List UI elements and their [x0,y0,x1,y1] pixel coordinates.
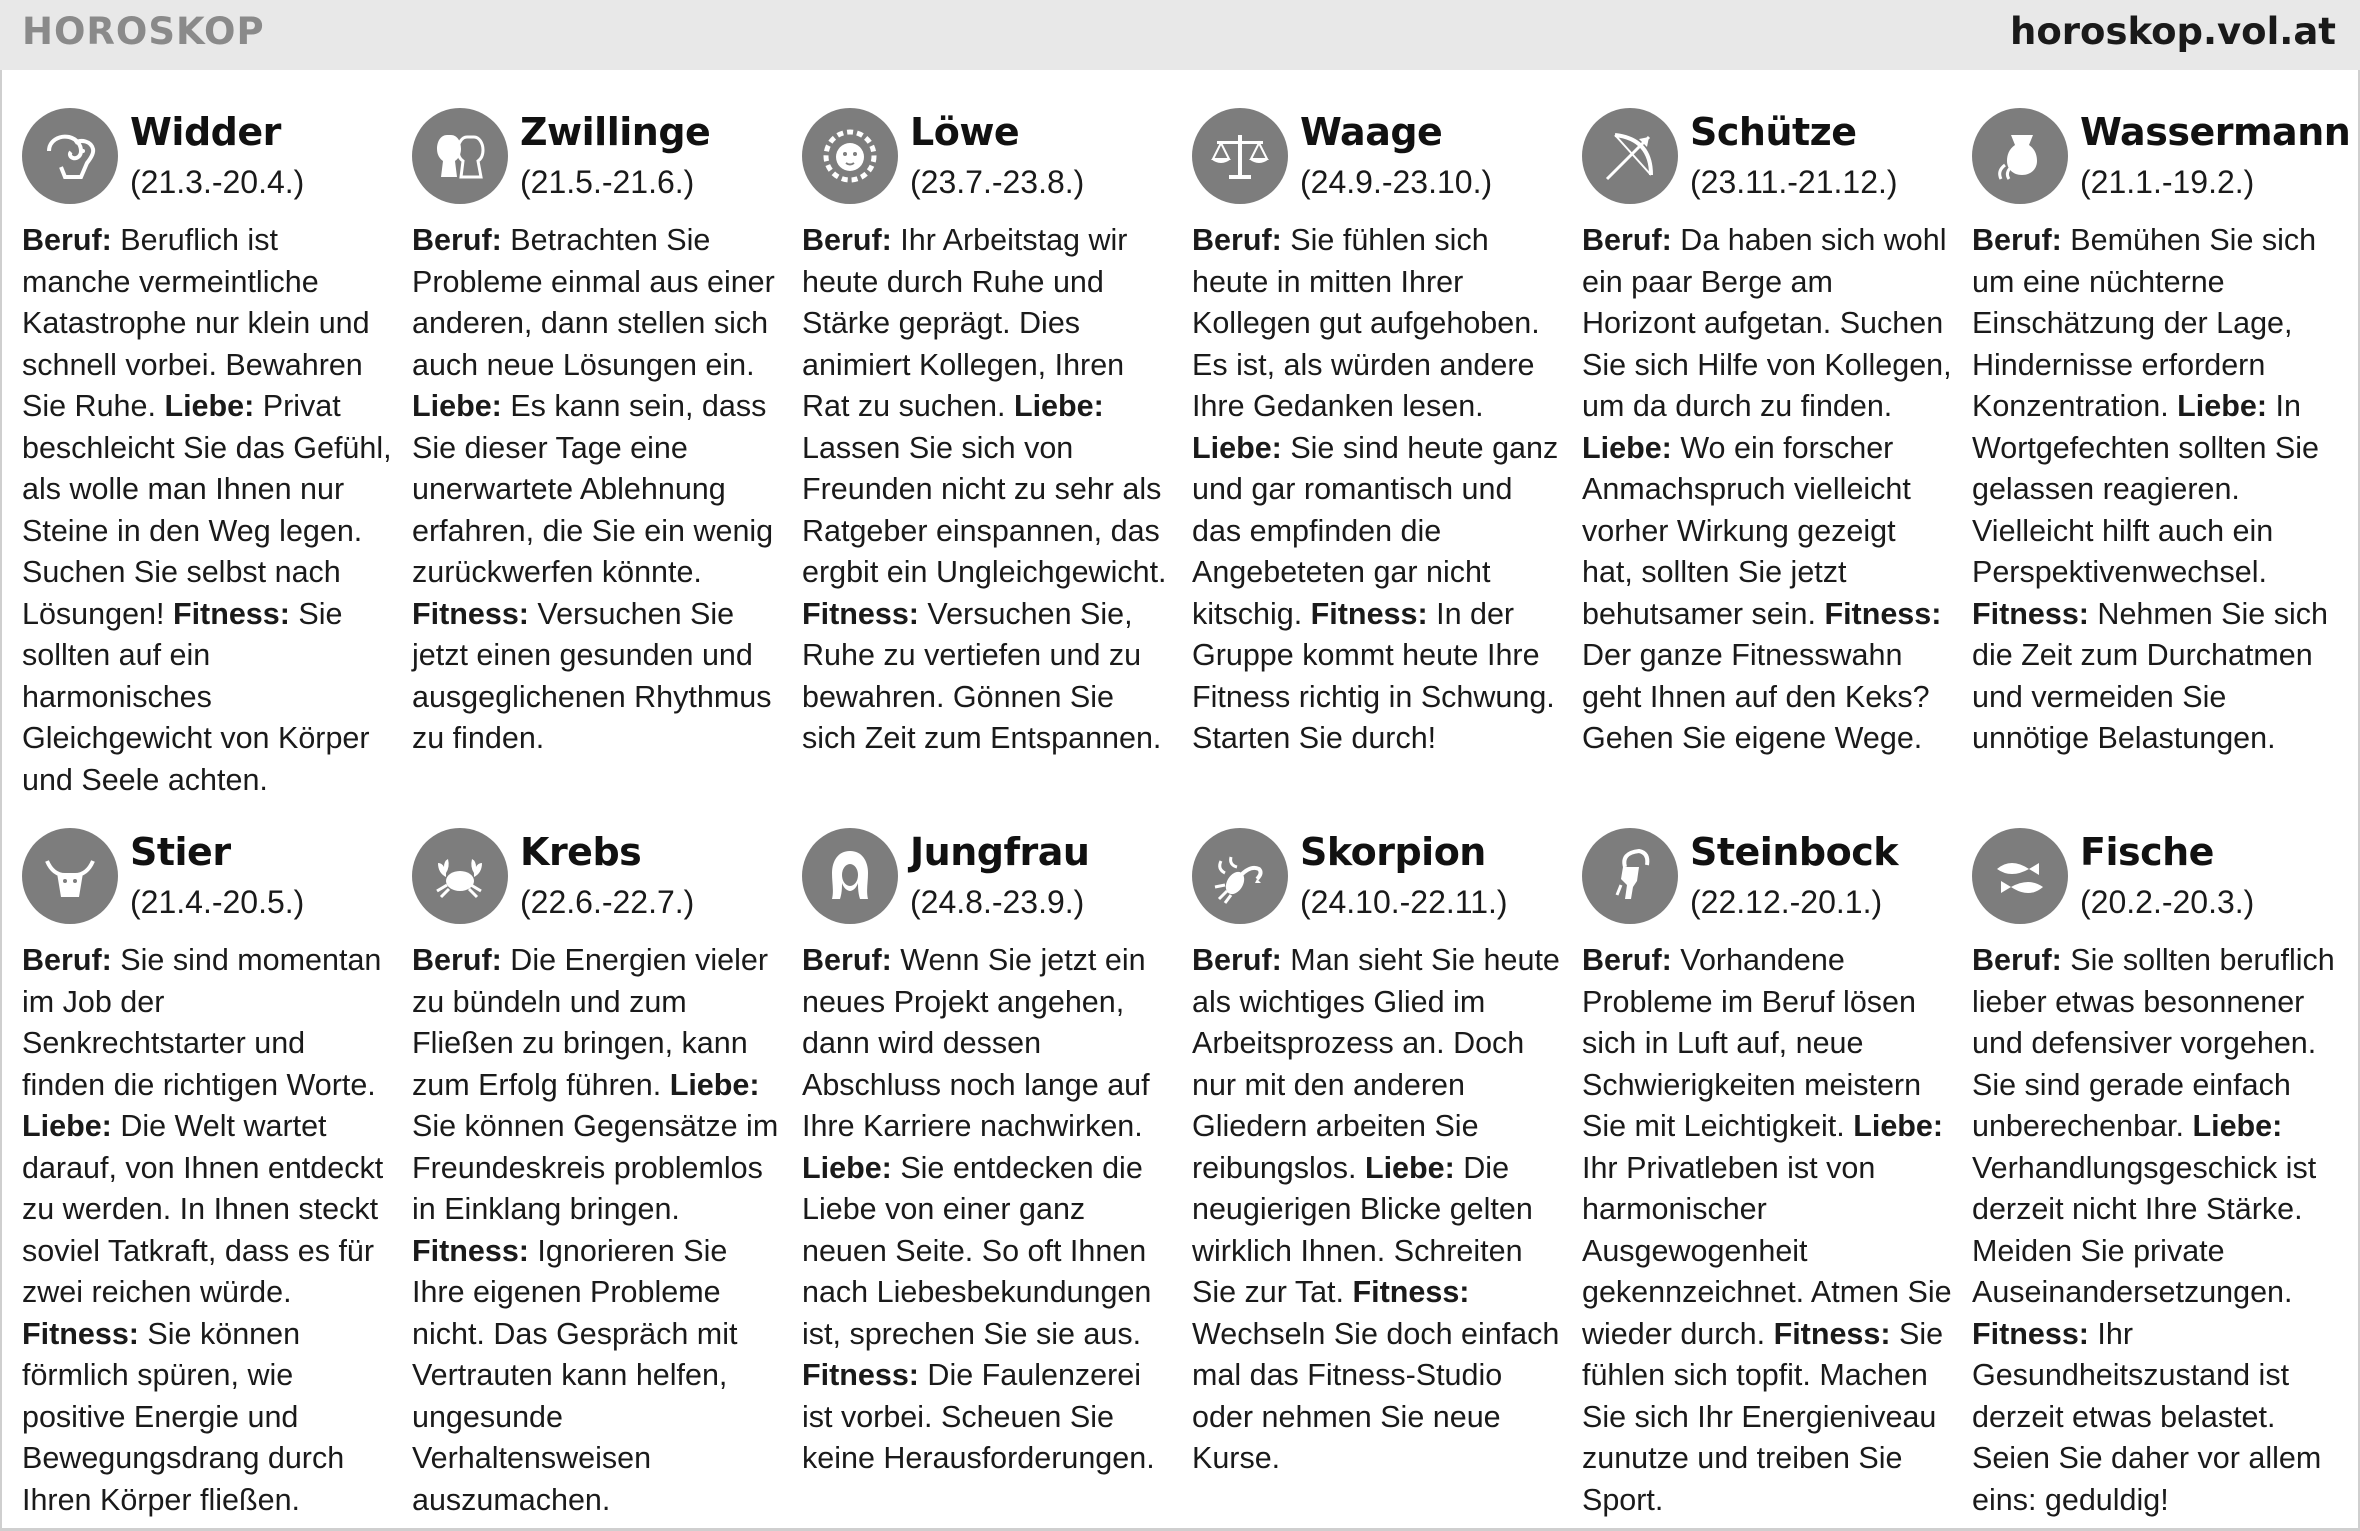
sign-text [22,220,392,801]
label-liebe: Liebe: [1192,430,1282,465]
frame-left [0,70,2,1531]
sign-date: (23.7.-23.8.) [910,164,1085,200]
text-fitness: Versuchen Sie jetzt einen gesunden und ausgeglichenen Rhythmus zu finden. [412,596,772,755]
label-fitness: Fitness: [22,1316,139,1351]
sign-schuetze [1582,108,1952,760]
twins-icon [412,108,508,204]
sign-stier [22,828,392,1521]
sign-date: (22.12.-20.1.) [1690,884,1883,920]
label-liebe: Liebe: [1853,1109,1944,1143]
text-fitness: Ihr Gesundheitszustand ist derzeit etwas belastet. Seien Sie daher vor allem eins: geduldig! [1972,1316,2322,1517]
text-fitness: In der Gruppe kommt heute Ihre Fitness richtig in Schwung. Starten Sie durch! [1192,596,1555,755]
sign-date: (23.11.-21.12.) [1690,164,1898,200]
label-beruf: Beruf: [412,223,502,257]
sign-name: Schütze [1690,110,1857,154]
sign-waage [1192,108,1562,760]
text-beruf: Vorhandene Probleme im Beruf lösen sich in Luft auf, neue Schwierigkeiten meistern Sie mit Leichtigkeit. [1582,943,1922,1143]
sign-date: (21.1.-19.2.) [2080,164,2255,200]
text-fitness: Versuchen Sie, Ruhe zu vertiefen und zu bewahren. Gönnen Sie sich Zeit zum Entspannen. [802,596,1162,755]
sign-name: Zwillinge [520,110,711,154]
label-fitness: Fitness: [1824,596,1942,631]
sign-date: (21.4.-20.5.) [130,884,305,920]
text-fitness: Sie können förmlich spüren, wie positive Energie und Bewegungsdrang durch Ihren Körper fließen. [22,1316,345,1517]
sign-date: (20.2.-20.3.) [2080,884,2255,920]
sign-date: (24.9.-23.10.) [1300,164,1493,200]
page-title: HOROSKOP [22,10,265,53]
sign-steinbock [1582,828,1952,1521]
sign-name: Steinbock [1690,830,1898,874]
label-liebe: Liebe: [164,389,255,423]
text-liebe: Sie können Gegensätze im Freundeskreis problemlos in Einklang bringen. [412,1109,779,1226]
text-liebe: Sie entdecken die Liebe von einer ganz neuen Seite. So oft Ihnen nach Liebesbekundungen ist, sprechen Sie sie aus. [802,1150,1152,1351]
sign-widder [22,108,392,801]
label-liebe: Liebe: [2177,389,2267,423]
label-fitness: Fitness: [802,1358,919,1392]
sign-wassermann [1972,108,2351,760]
virgin-icon [802,828,898,924]
sign-text [412,220,782,760]
label-fitness: Fitness: [172,596,290,631]
text-beruf: Wenn Sie jetzt ein neues Projekt angehen, dann wird dessen Abschluss noch lange auf Ihre Karriere nachwirken. [802,943,1150,1143]
label-fitness: Fitness: [1352,1275,1470,1309]
label-fitness: Fitness: [412,1233,529,1268]
text-fitness: Der ganze Fitnesswahn geht Ihnen auf den Keks? Gehen Sie eigene Wege. [1582,638,1930,755]
sign-text [1192,220,1562,760]
text-liebe: Verhandlungsgeschick ist derzeit nicht Ihre Stärke. Meiden Sie private Auseinandersetzungen. [1972,1150,2317,1309]
label-fitness: Fitness: [802,596,919,631]
sign-name: Krebs [520,830,642,874]
sign-name: Waage [1300,110,1443,154]
text-beruf: Betrachten Sie Probleme einmal aus einer anderen, dann stellen sich auch neue Lösungen ein. [412,223,775,382]
text-fitness: Sie sollten auf ein harmonisches Gleichgewicht von Körper und Seele achten. [22,596,370,797]
label-beruf: Beruf: [1972,223,2062,257]
crab-icon [412,828,508,924]
label-fitness: Fitness: [1310,596,1428,631]
text-liebe: Ihr Privatleben ist von harmonischer Ausgewogenheit gekennzeichnet. Atmen Sie wieder durch. [1582,1150,1952,1351]
label-beruf: Beruf: [412,943,502,977]
sign-date: (24.10.-22.11.) [1300,884,1508,920]
label-fitness: Fitness: [1972,1316,2089,1351]
text-liebe: Sie sind heute ganz und gar romantisch und das empfinden die Angebeteten gar nicht kitschig. [1192,430,1559,631]
text-fitness: Wechseln Sie doch einfach mal das Fitness-Studio oder nehmen Sie neue Kurse. [1192,1316,1560,1475]
label-liebe: Liebe: [22,1109,112,1143]
text-beruf: Man sieht Sie heute als wichtiges Glied im Arbeitsprozess an. Doch nur mit den anderen Gliedern arbeiten Sie reibungslos. [1192,943,1560,1185]
label-liebe: Liebe: [802,1150,892,1185]
text-liebe: Die neugierigen Blicke gelten wirklich Ihnen. Schreiten Sie zur Tat. [1192,1150,1533,1309]
label-fitness: Fitness: [412,596,529,631]
label-beruf: Beruf: [802,943,892,977]
text-liebe: Privat beschleicht Sie das Gefühl, als wolle man Ihnen nur Steine in den Weg legen. Suchen Sie selbst nach Lösungen! [22,389,392,631]
text-beruf: Ihr Arbeitstag wir heute durch Ruhe und Stärke geprägt. Dies animiert Kollegen, Ihren Rat zu suchen. [802,223,1128,423]
label-liebe: Liebe: [2192,1109,2283,1143]
horoscope-grid [22,108,2352,1518]
sign-text [1582,940,1952,1521]
sign-text [802,940,1172,1480]
label-beruf: Beruf: [1192,223,1282,257]
label-beruf: Beruf: [1582,943,1672,977]
label-beruf: Beruf: [802,223,892,257]
header-bar [0,0,2360,70]
sign-jungfrau [802,828,1172,1480]
sign-zwillinge [412,108,782,760]
sign-name: Löwe [910,110,1020,154]
sign-text [1972,940,2342,1521]
sign-name: Fische [2080,830,2214,874]
text-beruf: Beruflich ist manche vermeintliche Katastrophe nur klein und schnell vorbei. Bewahren Sie Ruhe. [22,223,370,423]
label-beruf: Beruf: [1192,943,1282,977]
label-beruf: Beruf: [22,943,112,977]
text-beruf: Sie sind momentan im Job der Senkrechtstarter und finden die richtigen Worte. [22,943,382,1102]
label-liebe: Liebe: [412,389,502,423]
text-fitness: Ignorieren Sie Ihre eigenen Probleme nicht. Das Gespräch mit Vertrauten kann helfen, ungesunde Verhaltensweisen auszumachen. [412,1233,738,1517]
sign-date: (22.6.-22.7.) [520,884,695,920]
scales-icon [1192,108,1288,204]
sign-date: (21.5.-21.6.) [520,164,695,200]
label-liebe: Liebe: [669,1067,760,1102]
sign-loewe [802,108,1172,760]
label-liebe: Liebe: [1582,430,1672,465]
text-fitness: Sie fühlen sich topfit. Machen Sie sich Ihr Energieniveau zunutze und treiben Sie Sport. [1582,1316,1944,1517]
label-liebe: Liebe: [1364,1150,1455,1185]
text-liebe: In Wortgefechten sollten Sie gelassen reagieren. Vielleicht hilft auch ein Perspektivenwechsel. [1972,389,2319,589]
text-liebe: Es kann sein, dass Sie dieser Tage eine unerwartete Ablehnung erfahren, die Sie ein wenig zurückwerfen könnte. [412,389,774,589]
sign-fische [1972,828,2342,1521]
sign-text [1582,220,1952,760]
sign-name: Widder [130,110,281,154]
text-beruf: Bemühen Sie sich um eine nüchterne Einschätzung der Lage, Hindernisse erfordern Konzentration. [1972,223,2317,423]
label-fitness: Fitness: [1972,596,2089,631]
text-liebe: Wo ein forscher Anmachspruch vielleicht vorher Wirkung gezeigt hat, sollten Sie jetzt behutsamer sein. [1582,430,1911,631]
text-beruf: Die Energien vieler zu bündeln und zum Fließen zu bringen, kann zum Erfolg führen. [412,943,768,1102]
text-liebe: Lassen Sie sich von Freunden nicht zu sehr als Ratgeber einspannen, das ergbit ein Ungleichgewicht. [802,430,1167,589]
sign-date: (21.3.-20.4.) [130,164,305,200]
site-url[interactable]: horoskop.vol.at [2010,10,2336,53]
sign-text [22,940,392,1521]
label-liebe: Liebe: [1013,389,1104,423]
sign-text [1972,220,2342,760]
label-beruf: Beruf: [22,223,112,257]
sign-krebs [412,828,782,1521]
sign-text [802,220,1172,760]
sign-text [412,940,782,1521]
water-bearer-icon [1972,108,2068,204]
sign-text [1192,940,1562,1480]
lion-icon [802,108,898,204]
label-beruf: Beruf: [1972,943,2062,977]
text-fitness: Die Faulenzerei ist vorbei. Scheuen Sie keine Herausforderungen. [802,1358,1155,1475]
text-beruf: Sie fühlen sich heute in mitten Ihrer Kollegen gut aufgehoben. Es ist, als würden andere Ihre Gedanken lesen. [1192,223,1540,423]
text-beruf: Sie sollten beruflich lieber etwas besonnener und defensiver vorgehen. Sie sind gerade einfach unberechenbar. [1972,943,2335,1143]
sign-skorpion [1192,828,1562,1480]
sign-name: Stier [130,830,231,874]
sign-date: (24.8.-23.9.) [910,884,1085,920]
text-beruf: Da haben sich wohl ein paar Berge am Horizont aufgetan. Suchen Sie sich Hilfe von Kollegen, um da durch zu finden. [1582,223,1952,423]
scorpion-icon [1192,828,1288,924]
ram-icon [22,108,118,204]
text-liebe: Die Welt wartet darauf, von Ihnen entdeckt zu werden. In Ihnen steckt soviel Tatkraft, dass es für zwei reichen würde. [22,1109,384,1309]
bull-icon [22,828,118,924]
sign-name: Wassermann [2080,110,2351,154]
label-beruf: Beruf: [1582,223,1672,257]
archer-icon [1582,108,1678,204]
sign-name: Skorpion [1300,830,1486,874]
goat-icon [1582,828,1678,924]
fish-icon [1972,828,2068,924]
sign-name: Jungfrau [910,830,1090,874]
text-fitness: Nehmen Sie sich die Zeit zum Durchatmen und vermeiden Sie unnötige Belastungen. [1972,596,2328,755]
label-fitness: Fitness: [1773,1316,1891,1351]
